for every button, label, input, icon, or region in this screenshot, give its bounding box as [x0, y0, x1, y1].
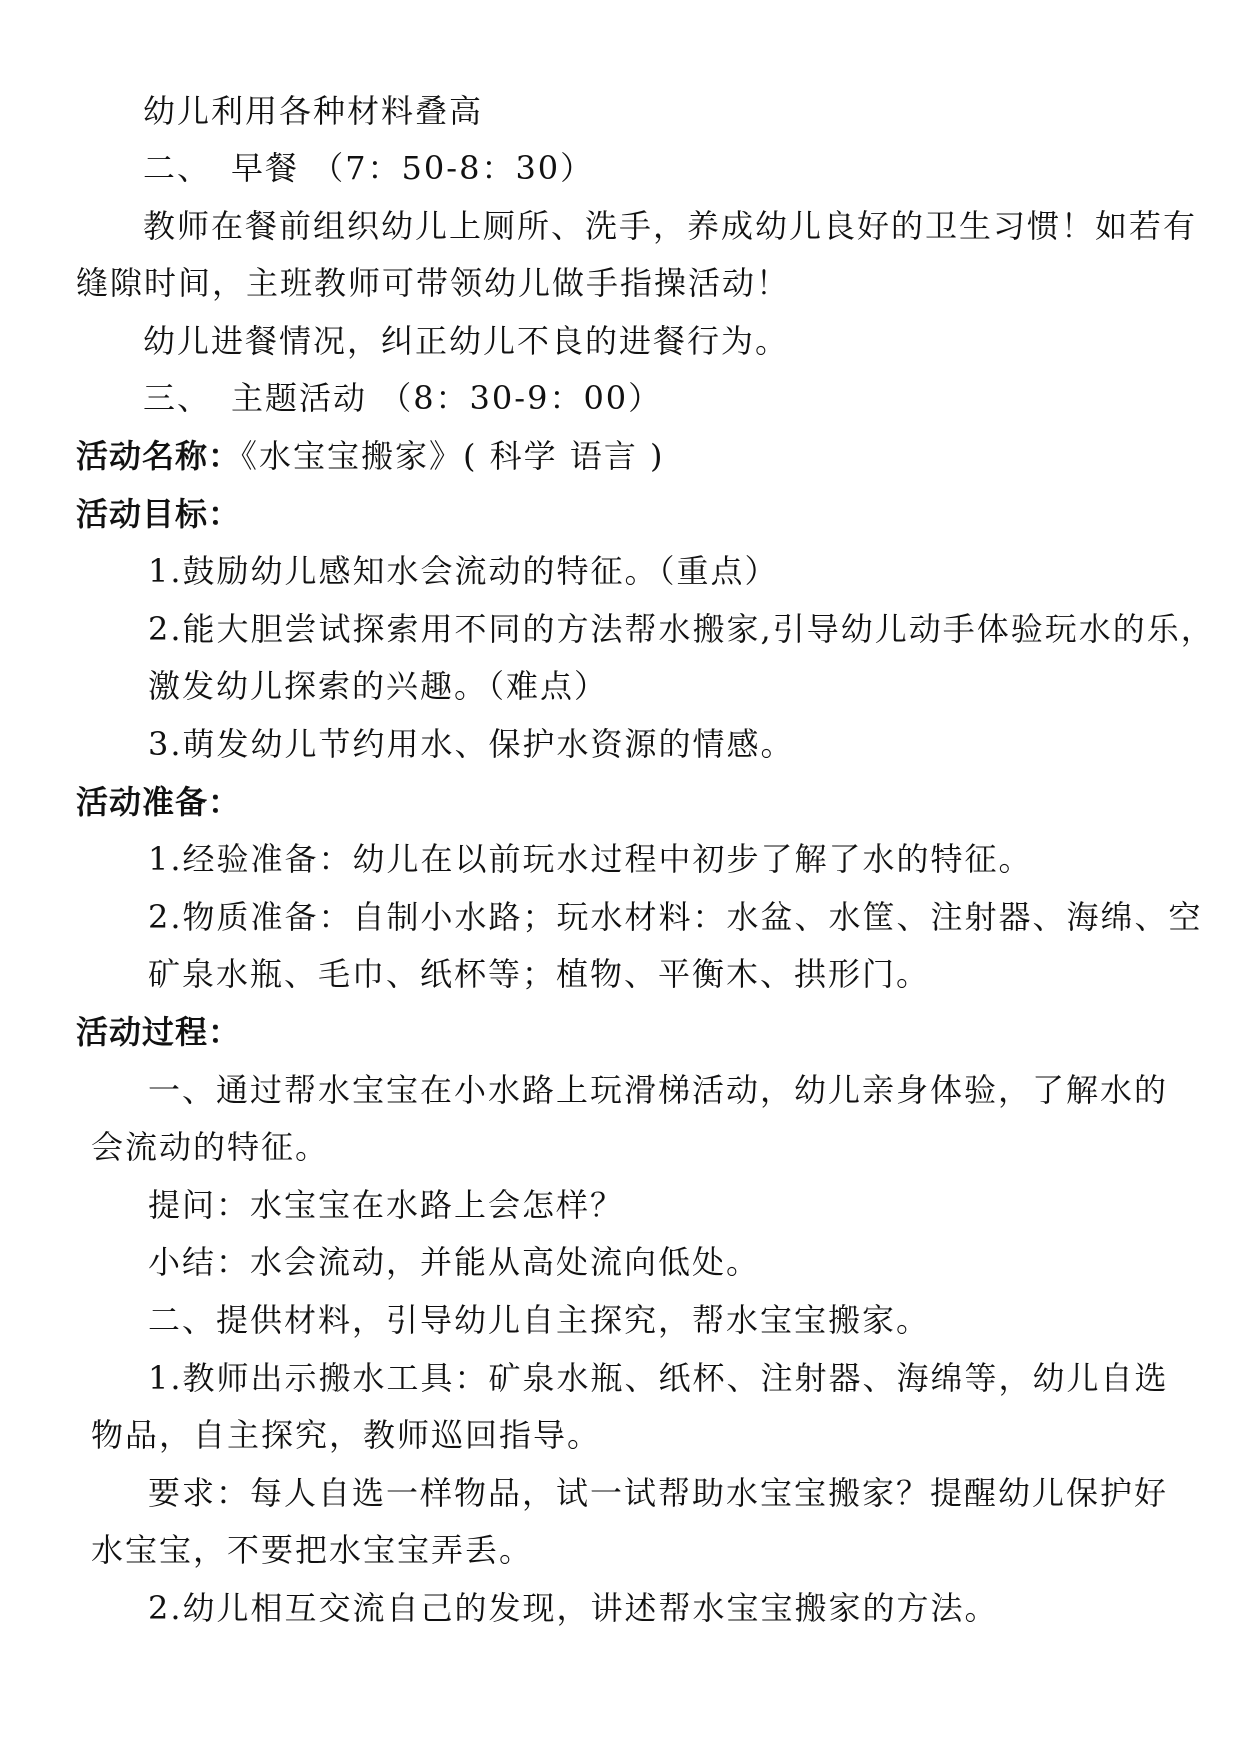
- list-item: 2.能大胆尝试探索用不同的方法帮水搬家,引导幼儿动手体验玩水的乐，: [148, 610, 1215, 648]
- heading-activity-process: 活动过程：: [76, 1013, 242, 1051]
- list-item: 2.物质准备：自制小水路；玩水材料：水盆、水筐、注射器、海绵、空: [148, 898, 1203, 936]
- section-title: 早餐 （7：50-8：30）: [231, 149, 595, 187]
- list-item: 2.幼儿相互交流自己的发现，讲述帮水宝宝搬家的方法。: [148, 1589, 999, 1627]
- text-line: 幼儿进餐情况，纠正幼儿不良的进餐行为。: [143, 322, 790, 360]
- activity-name-line: [76, 436, 665, 476]
- text-line: 缝隙时间，主班教师可带领幼儿做手指操活动！: [76, 264, 791, 302]
- text-line: 二、提供材料，引导幼儿自主探究，帮水宝宝搬家。: [148, 1301, 931, 1339]
- list-item: 3.萌发幼儿节约用水、保护水资源的情感。: [148, 725, 795, 763]
- text-line: 要求：每人自选一样物品，试一试帮助水宝宝搬家？提醒幼儿保护好: [148, 1474, 1169, 1512]
- section-number: 三、: [143, 379, 212, 417]
- section-heading-theme-activity: [143, 378, 662, 418]
- heading-activity-preparation: 活动准备：: [76, 783, 242, 821]
- text-line: 物品，自主探究，教师巡回指导。: [91, 1416, 602, 1454]
- text-line: 小结：水会流动，并能从高处流向低处。: [148, 1243, 761, 1281]
- activity-name-label: 活动名称：: [76, 437, 242, 475]
- text-line: 幼儿利用各种材料叠高: [143, 92, 484, 130]
- text-line: 教师在餐前组织幼儿上厕所、洗手，养成幼儿良好的卫生习惯！如若有: [143, 207, 1198, 245]
- list-item: 1.教师出示搬水工具：矿泉水瓶、纸杯、注射器、海绵等，幼儿自选: [148, 1359, 1169, 1397]
- list-item: 1.经验准备：幼儿在以前玩水过程中初步了解了水的特征。: [148, 840, 1033, 878]
- text-line: 提问：水宝宝在水路上会怎样？: [148, 1186, 625, 1224]
- list-item: 1.鼓励幼儿感知水会流动的特征。（重点）: [148, 552, 779, 590]
- section-title: 主题活动 （8：30-9：00）: [231, 379, 663, 417]
- text-line: 会流动的特征。: [91, 1128, 330, 1166]
- text-line: 一、通过帮水宝宝在小水路上玩滑梯活动，幼儿亲身体验，了解水的: [148, 1071, 1169, 1109]
- section-heading-breakfast: [143, 148, 594, 188]
- text-line: 水宝宝，不要把水宝宝弄丢。: [91, 1531, 534, 1569]
- heading-activity-goals: 活动目标：: [76, 495, 242, 533]
- text-line: 激发幼儿探索的兴趣。（难点）: [148, 667, 609, 705]
- text-line: 矿泉水瓶、毛巾、纸杯等；植物、平衡木、拱形门。: [148, 955, 931, 993]
- activity-name-value: 《水宝宝搬家》( 科学 语言 ): [241, 437, 665, 475]
- section-number: 二、: [143, 149, 212, 187]
